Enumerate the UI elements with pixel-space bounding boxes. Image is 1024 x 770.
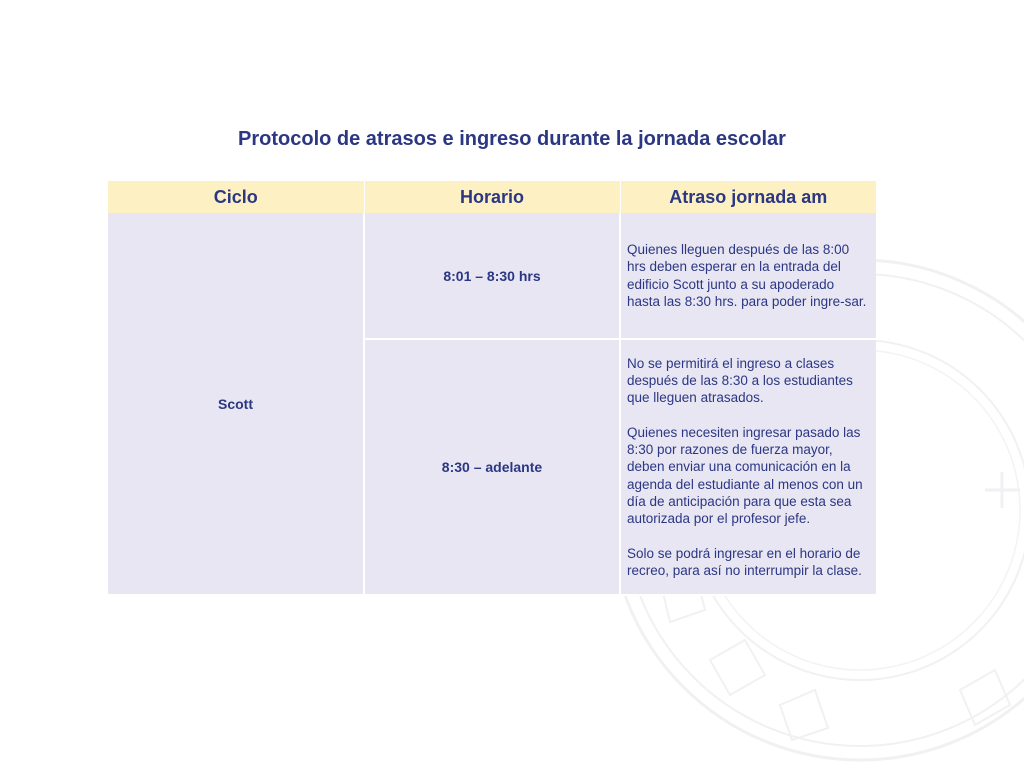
protocol-table (108, 181, 876, 596)
atraso-paragraph: Quienes necesiten ingresar pasado las 8:30 por razones de fuerza mayor, deben enviar una comunicación en la agenda del estudiante al menos con un día de anticipación para que esta sea autorizada por el profesor jefe. (627, 424, 863, 527)
header-ciclo: Ciclo (108, 181, 364, 213)
horario-cell: 8:30 – adelante (364, 339, 620, 595)
atraso-paragraph: No se permitirá el ingreso a clases después de las 8:30 a los estudiantes que lleguen atrasados. (627, 355, 853, 406)
atraso-paragraph: Solo se podrá ingresar en el horario de recreo, para así no interrumpir la clase. (627, 545, 862, 578)
page-title: Protocolo de atrasos e ingreso durante la jornada escolar (238, 128, 786, 150)
atraso-paragraph: Quienes lleguen después de las 8:00 hrs deben esperar en la entrada del edificio Scott junto a su apoderado hasta las 8:30 hrs. para poder ingre-sar. (627, 241, 867, 309)
ciclo-cell: Scott (108, 213, 364, 595)
table-row (108, 213, 876, 339)
table-header-row (108, 181, 876, 213)
atraso-cell (620, 339, 876, 595)
header-atraso: Atraso jornada am (620, 181, 876, 213)
horario-cell: 8:01 – 8:30 hrs (364, 213, 620, 339)
atraso-cell (620, 213, 876, 339)
header-horario: Horario (364, 181, 620, 213)
